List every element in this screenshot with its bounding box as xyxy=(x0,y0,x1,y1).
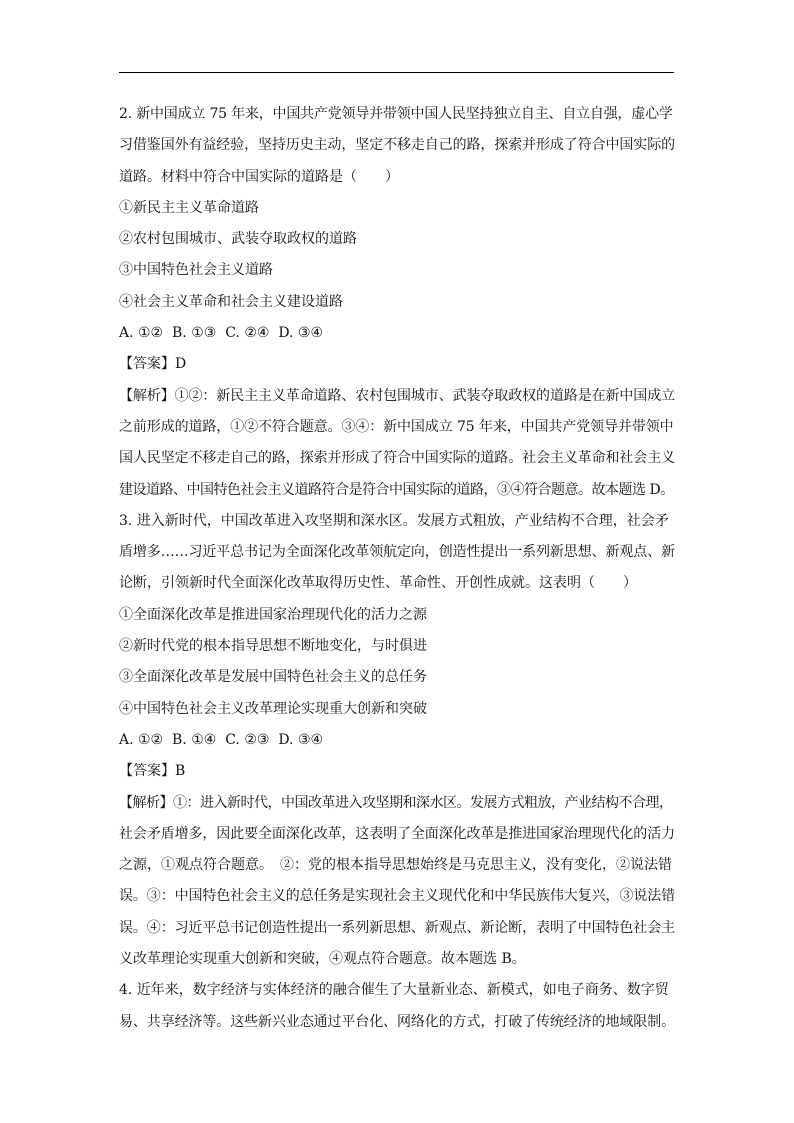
analysis-line: 社会矛盾增多，因此要全面深化改革，这表明了全面深化改革是推进国家治理现代化的活力 xyxy=(119,825,675,842)
analysis-line: 误。④：习近平总书记创造性提出一系列新思想、新观点、新论断，表明了中国特色社会主 xyxy=(119,919,675,936)
analysis-line: 之源，①观点符合题意。 ②：党的根本指导思想始终是马克思主义，没有变化，②说法错 xyxy=(119,857,672,874)
question-stem-line: 易、共享经济等。这些新兴业态通过平台化、网络化的方式，打破了传统经济的地域限制。 xyxy=(119,1013,675,1030)
header-rule xyxy=(119,72,674,73)
question-stem-line: 3. 进入新时代，中国改革进入攻坚期和深水区。发展方式粗放，产业结构不合理，社会矛 xyxy=(119,512,669,529)
analysis-line: 之前形成的道路，①②不符合题意。③④：新中国成立 75 年来，中国共产党领导并带领中 xyxy=(119,418,674,435)
analysis-line: 【解析】①：进入新时代，中国改革进入攻坚期和深水区。发展方式粗放，产业结构不合理， xyxy=(119,794,673,811)
question-stem-line: 4. 近年来，数字经济与实体经济的融合催生了大量新业态、新模式，如电子商务、数字贸 xyxy=(119,982,669,999)
question-stem-line: 道路。材料中符合中国实际的道路是（ ） xyxy=(119,168,399,185)
question-2 xyxy=(119,99,675,506)
document-body xyxy=(119,99,675,1038)
question-stem-line: 2. 新中国成立 75 年来，中国共产党领导并带领中国人民坚持独立自主、自立自强，虚心学 xyxy=(119,106,673,122)
answer-label: 【答案】B xyxy=(119,763,186,780)
analysis-line: 误。③：中国特色社会主义的总任务是实现社会主义现代化和中华民族伟大复兴，③说法错 xyxy=(119,888,675,905)
question-stem-line: 论断，引领新时代全面深化改革取得历史性、革命性、开创性成就。这表明（ ） xyxy=(119,575,637,592)
analysis-line: 义改革理论实现重大创新和突破，④观点符合题意。故本题选 B。 xyxy=(119,951,526,968)
question-4 xyxy=(119,975,675,1038)
answer-options: A. ①② B. ①④ C. ②③ D. ③④ xyxy=(119,731,324,748)
analysis-line: 建设道路、中国特色社会主义道路符合是符合中国实际的道路，③④符合题意。故本题选 D。 xyxy=(119,481,674,498)
choice-item: ③全面深化改革是发展中国特色社会主义的总任务 xyxy=(119,669,427,686)
answer-label: 【答案】D xyxy=(119,356,187,373)
analysis-line: 国人民坚定不移走自己的路，探索并形成了符合中国实际的道路。社会主义革命和社会主义 xyxy=(119,450,675,467)
choice-item: ④社会主义革命和社会主义建设道路 xyxy=(119,293,343,310)
choice-item: ③中国特色社会主义道路 xyxy=(119,262,273,279)
question-stem-line: 盾增多……习近平总书记为全面深化改革领航定向，创造性提出一系列新思想、新观点、新 xyxy=(119,544,675,561)
choice-item: ①新民主主义革命道路 xyxy=(119,199,259,216)
choice-item: ①全面深化改革是推进国家治理现代化的活力之源 xyxy=(119,606,427,623)
question-3 xyxy=(119,506,675,975)
answer-options: A. ①② B. ①③ C. ②④ D. ③④ xyxy=(119,325,324,342)
analysis-line: 【解析】①②：新民主主义革命道路、农村包围城市、武装夺取政权的道路是在新中国成立 xyxy=(119,387,675,404)
choice-item: ②新时代党的根本指导思想不断地变化，与时俱进 xyxy=(119,638,427,655)
choice-item: ④中国特色社会主义改革理论实现重大创新和突破 xyxy=(119,700,427,717)
question-stem-line: 习借鉴国外有益经验，坚持历史主动，坚定不移走自己的路，探索并形成了符合中国实际的 xyxy=(119,137,675,154)
choice-item: ②农村包围城市、武装夺取政权的道路 xyxy=(119,231,357,248)
